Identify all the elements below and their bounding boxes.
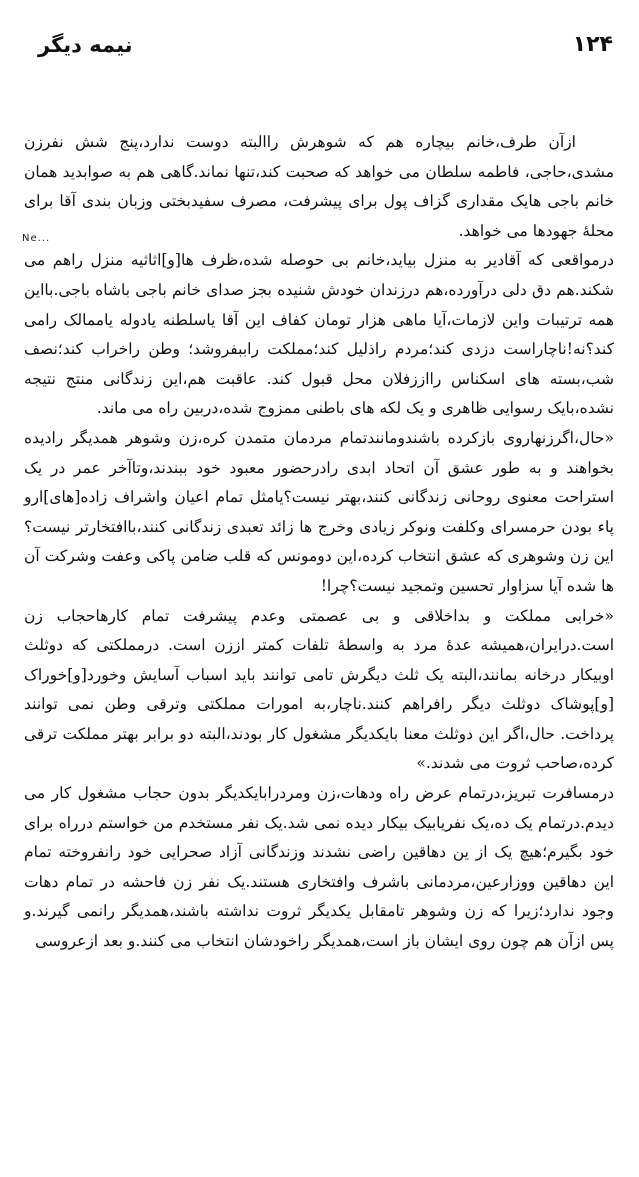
paragraph-5: درمسافرت تبریز،درتمام عرض راه ودهات،زن ومردرابایکدیگر بدون حجاب مشغول کار می دیدم.درتمام یک ده،یک نفریابیک بیکار دیده نمی شد.یک نفر مستخدم من خواستم درراه برای خود بگیرم؛هیچ یک از ین دهاقین راضی نشدند وزندگانی آزاد صحرایی خود رانفروخته تمام این دهاقین ووزارعین،مردمانی باشرف وافتخاری هستند.یک نفر زن فاحشه در تمام دهات وجود ندارد؛زیرا که زن وشوهر تامقابل یکدیگر ثروت نداشته باشند،همدیگر رانمی گیرند.و پس ازآن هم چون روی ایشان باز است،همدیگر راخودشان انتخاب می کنند.و بعد ازعروسی	[24, 784, 614, 951]
margin-note: Ne...	[22, 233, 51, 244]
paragraph-2: درمواقعی که آقادیر به منزل بیاید،خانم بی حوصله شده،ظرف ها[و]اثاثیه منزل راهم می شکند.هم دق دلی درآورده،هم درزندان خودش شنیده بجز صدای خانم باجی باشاه باجی.بااین همه ترتیبات واین لازمات،آیا ماهی هزار تومان کفاف این آقا یاسلطنه یادوله یاممالک رامی کند؟نه!ناچاراست دزدی کند؛مردم راذلیل کند؛مملکت راببفروشد؛ وطن راخراب کند؛نصف شب،بسته های اسکناس رااززفلان محل قبول کند. عاقبت هم،این زندگانی منتج نتیجه نشده،بایک رسوایی ظاهری و یک لکه های باطنی ممزوج شده،دربین راه می ماند.	[24, 251, 614, 418]
body-text	[24, 128, 614, 957]
paragraph-3: «حال،اگرزنهاروی بازکرده باشندومانندتمام مردمان متمدن کره،زن وشوهر همدیگر رادیده بخواهند و به طور عشق آن اتحاد ابدی رادرحضور معبود خود ببندند،وتاآخر عمر در یک استراحت معنوی روحانی زندگانی کنند،بهتر نیست؟یامثل تمام اعیان واشراف زاده[های]ارو پاء بودن حرمسرای وکلفت ونوکر زیادی وخرج ها زائد تعبدی زندگانی کنند،باافتخارتر نیست؟این زن وشوهری که عشق انتخاب کرده،این دومونس که قلب ضامن پاکی وعفت وشرکت آن ها شده آیا سزاوار تحسین وتمجید نیست؟چرا!	[24, 428, 614, 595]
running-title: نیمه دیگر	[38, 33, 133, 57]
page-number: ۱۲۴	[572, 32, 613, 57]
paragraph-1: ازآن طرف،خانم بیچاره هم که شوهرش راالبته دوست ندارد،پنج شش نفرزن مشدی،حاجی، فاطمه سلطان می خواهد که صحبت کند،تنها نماند.گاهی هم به صوابدید همان خانم باجی هایک مقداری گزاف پول برای پیشرفت، مصرف سفیدبختی وزبان بندی آقا برای محلهٔ جهودها می خواهد.	[24, 133, 614, 240]
page-header	[38, 30, 613, 64]
paragraph-4: «خرابی مملکت و بداخلاقی و بی عصمتی وعدم پیشرفت تمام کارهاحجاب زن است.درایران،همیشه عدهٔ مرد به واسطهٔ تلفات کمتر اززن است. درمملکتی که دوثلث اوبیکار درخانه بمانند،البته یک ثلث دیگرش تامی توانند باید اسباب آسایش وخورد[و]خوراک [و]پوشاک دوثلث دیگر رافراهم کنند.ناچار،به امورات مملکتی وترقی وطن نمی توانند پرداخت. حال،اگر این دوثلث معنا بایکدیگر مشغول کار بودند،البته دو برابر بهتر مملکت ترقی کرده،صاحب ثروت می شدند.»	[24, 606, 614, 773]
